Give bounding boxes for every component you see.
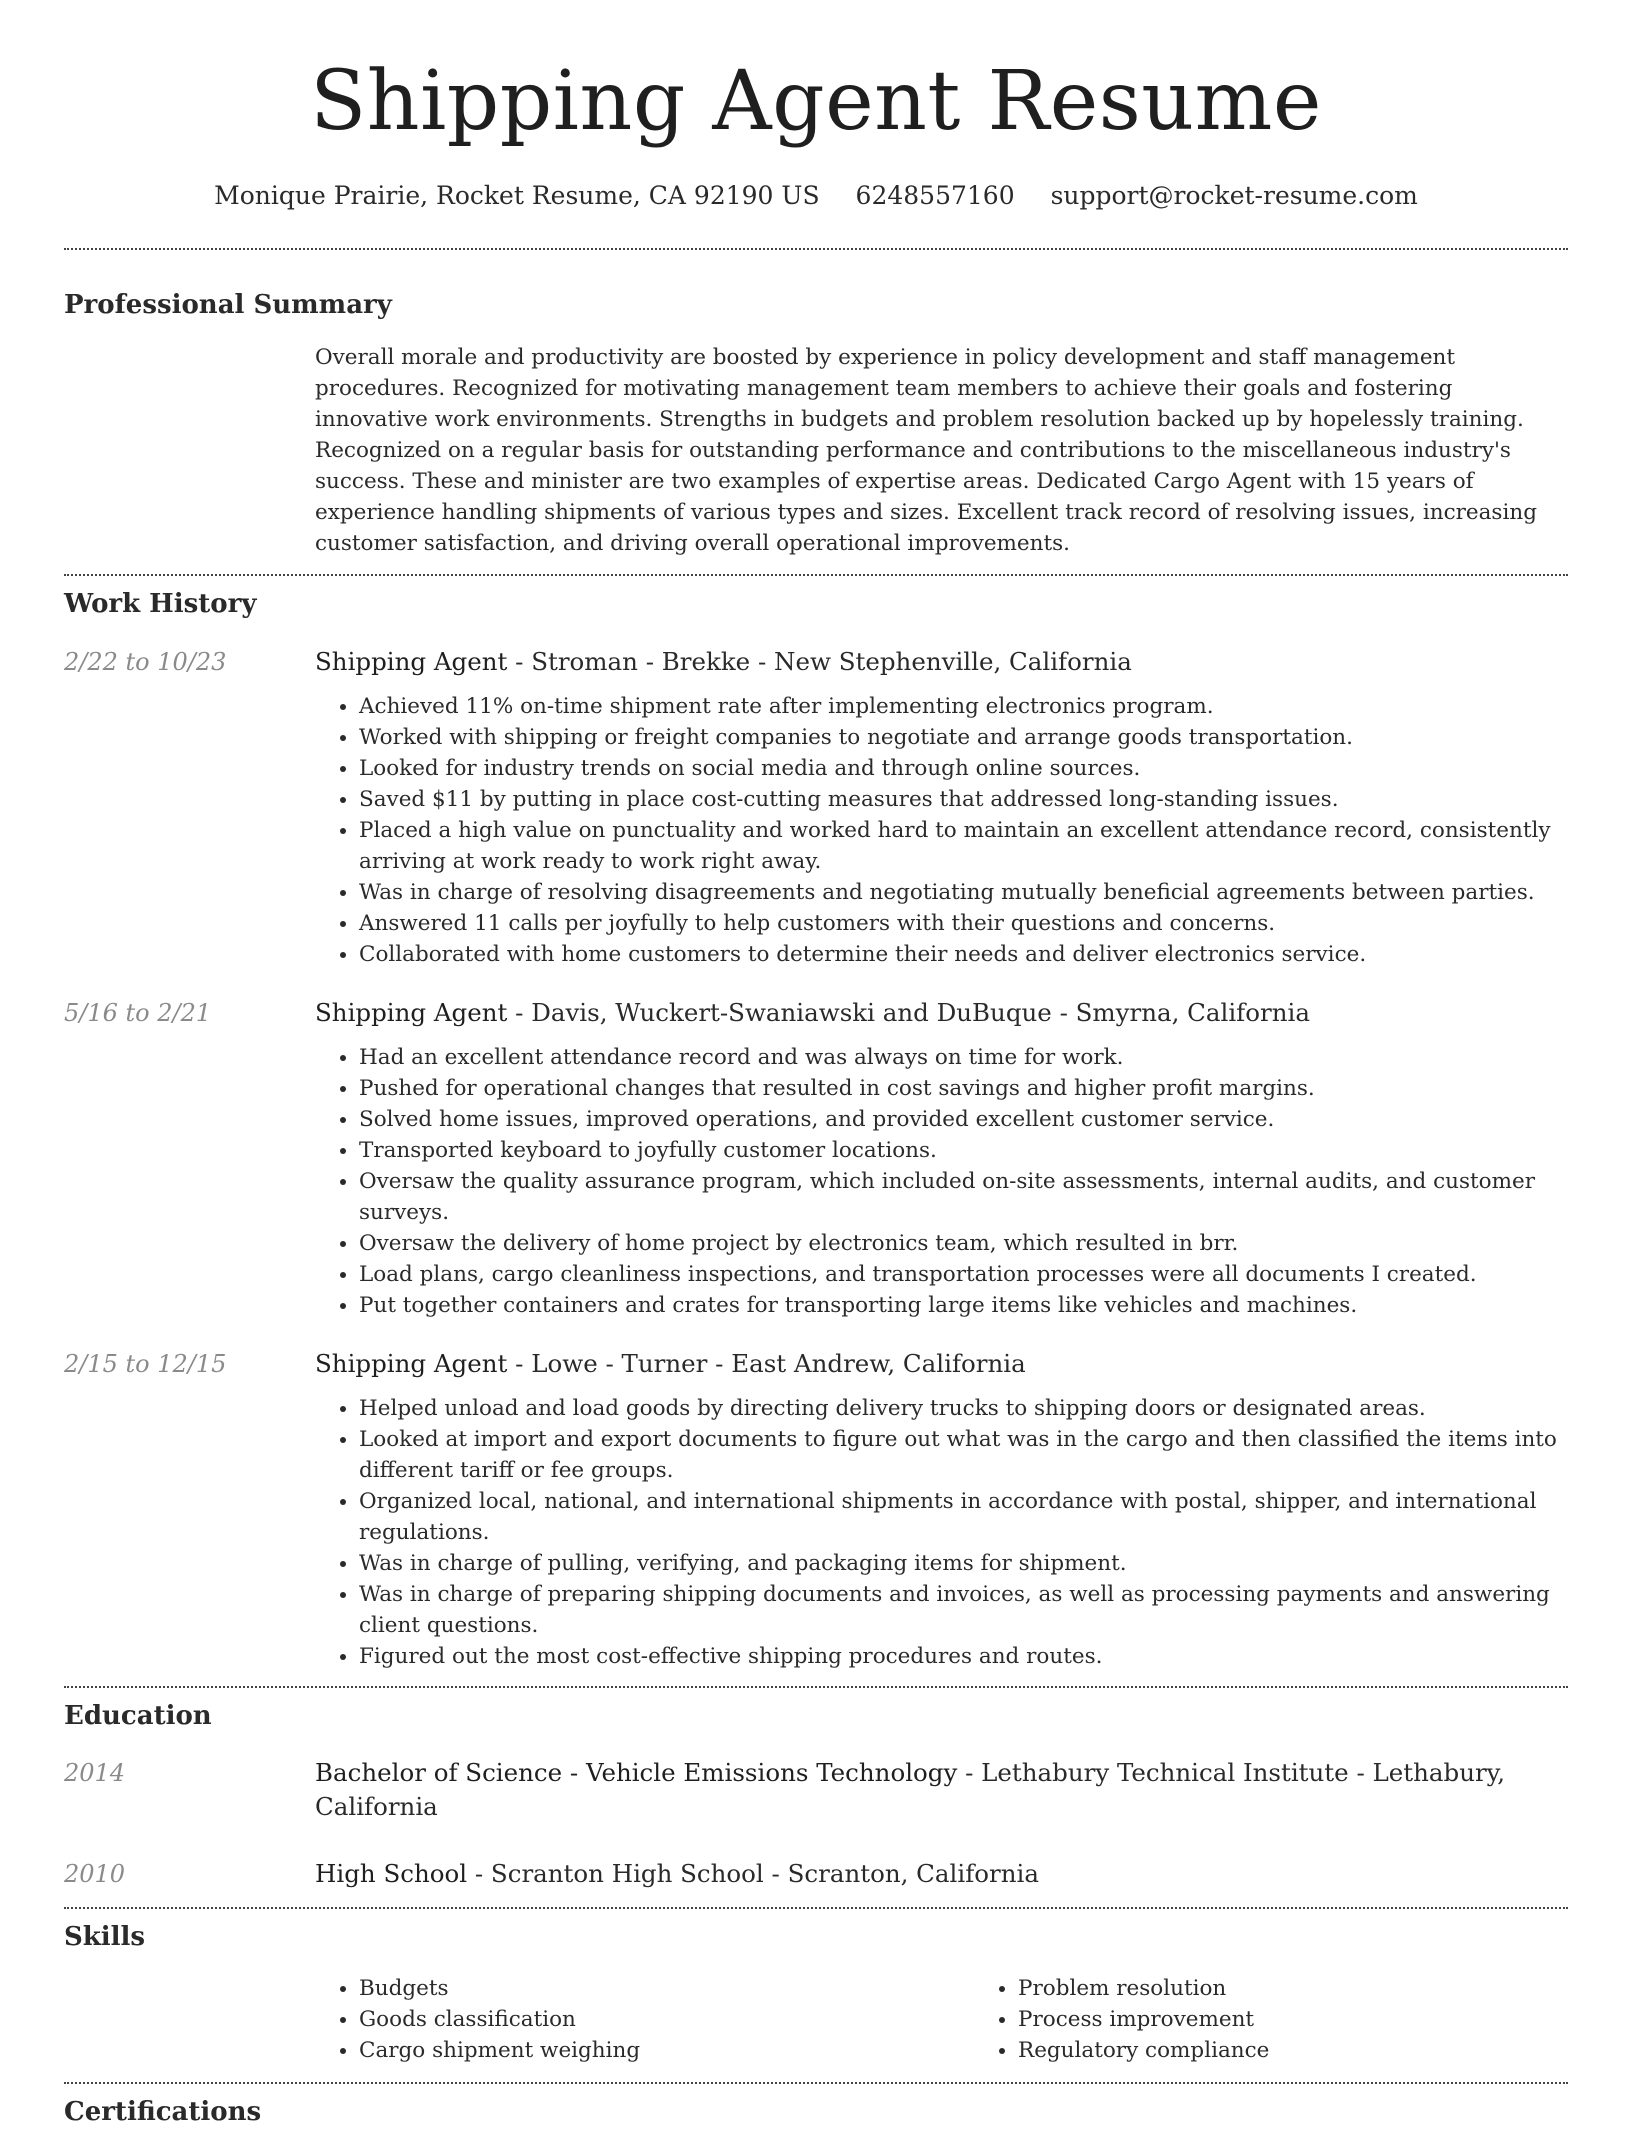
divider bbox=[64, 574, 1568, 576]
education-heading: Education bbox=[64, 1701, 212, 1731]
job-bullet: • Pushed for operational changes that resulted in cost savings and higher profit margins. bbox=[359, 1073, 1568, 1104]
job-list bbox=[64, 645, 1568, 1672]
job-dates: 5/16 to 2/21 bbox=[64, 999, 212, 1027]
job-details: - Lowe - Turner - East Andrew, California bbox=[507, 1349, 1026, 1378]
job-title bbox=[315, 645, 1568, 679]
education-section bbox=[64, 1699, 1568, 1891]
job-dates: 2/15 to 12/15 bbox=[64, 1350, 227, 1378]
job-bullet: • Solved home issues, improved operations, and provided excellent customer service. bbox=[359, 1104, 1568, 1135]
skills-heading: Skills bbox=[64, 1922, 146, 1952]
job-entry bbox=[64, 996, 1568, 1321]
divider bbox=[64, 2082, 1568, 2084]
job-bullet: • Was in charge of pulling, verifying, and packaging items for shipment. bbox=[359, 1548, 1568, 1579]
job-bullet-list bbox=[315, 691, 1568, 970]
job-entry bbox=[64, 645, 1568, 970]
skills-list-left bbox=[315, 1973, 974, 2066]
job-bullet: • Collaborated with home customers to determine their needs and deliver electronics service. bbox=[359, 939, 1568, 970]
education-details: - Scranton High School - Scranton, California bbox=[467, 1859, 1039, 1888]
job-bullet-list bbox=[315, 1393, 1568, 1672]
divider bbox=[64, 248, 1568, 250]
certifications-heading: Certifications bbox=[64, 2097, 262, 2127]
job-bullet: • Had an excellent attendance record and was always on time for work. bbox=[359, 1042, 1568, 1073]
skill-item: • Problem resolution bbox=[1018, 1973, 1632, 2004]
skill-item: • Goods classification bbox=[359, 2004, 974, 2035]
job-bullet: • Was in charge of resolving disagreements and negotiating mutually beneficial agreements between parties. bbox=[359, 877, 1568, 908]
work-history-heading: Work History bbox=[64, 589, 257, 619]
contact-email: support@rocket-resume.com bbox=[1050, 181, 1418, 210]
education-title bbox=[315, 1756, 1568, 1824]
certifications-section bbox=[64, 2095, 1568, 2129]
education-degree: High School bbox=[315, 1859, 468, 1888]
education-title bbox=[315, 1857, 1568, 1891]
contact-address: Monique Prairie, Rocket Resume, CA 92190 US bbox=[214, 181, 820, 210]
job-bullet: • Saved $11 by putting in place cost-cutting measures that addressed long-standing issues. bbox=[359, 784, 1568, 815]
job-bullet: • Helped unload and load goods by directing delivery trucks to shipping doors or designated areas. bbox=[359, 1393, 1568, 1424]
contact-phone: 6248557160 bbox=[855, 181, 1015, 210]
job-bullet: • Answered 11 calls per joyfully to help customers with their questions and concerns. bbox=[359, 908, 1568, 939]
divider bbox=[64, 1686, 1568, 1688]
job-bullet: • Oversaw the quality assurance program, which included on-site assessments, internal audits, and customer surveys. bbox=[359, 1166, 1568, 1228]
job-role: Shipping Agent bbox=[315, 998, 508, 1027]
job-bullet: • Put together containers and crates for transporting large items like vehicles and machines. bbox=[359, 1290, 1568, 1321]
job-bullet: • Organized local, national, and international shipments in accordance with postal, shipper, and international regulations. bbox=[359, 1486, 1568, 1548]
education-year: 2014 bbox=[64, 1759, 126, 1787]
job-bullet: • Transported keyboard to joyfully customer locations. bbox=[359, 1135, 1568, 1166]
work-history-section bbox=[64, 587, 1568, 1672]
resume-title: Shipping Agent Resume bbox=[310, 54, 1322, 149]
job-title bbox=[315, 1347, 1568, 1381]
job-bullet: • Achieved 11% on-time shipment rate after implementing electronics program. bbox=[359, 691, 1568, 722]
education-details: - Lethabury Technical Institute - Lethabury, California bbox=[315, 1758, 1506, 1821]
job-role: Shipping Agent bbox=[315, 1349, 508, 1378]
job-details: - Stroman - Brekke - New Stephenville, California bbox=[507, 647, 1132, 676]
summary-text: Overall morale and productivity are boosted by experience in policy development and staff management procedures. Recognized for motivating management team members to achieve their goals and fostering innovative work environments. Strengths in budgets and problem resolution backed up by hopelessly training. Recognized on a regular basis for outstanding performance and contributions to the miscellaneous industry's success. These and minister are two examples of expertise areas. Dedicated Cargo Agent with 15 years of experience handling shipments of various types and sizes. Excellent track record of resolving issues, increasing customer satisfaction, and driving overall operational improvements. bbox=[315, 345, 1537, 556]
job-bullet: • Looked at import and export documents to figure out what was in the cargo and then classified the items into different tariff or fee groups. bbox=[359, 1424, 1568, 1486]
contact-line bbox=[64, 180, 1568, 212]
education-degree: Bachelor of Science - Vehicle Emissions Technology bbox=[315, 1758, 958, 1787]
job-entry bbox=[64, 1347, 1568, 1672]
summary-heading: Professional Summary bbox=[64, 290, 392, 320]
job-bullet: • Load plans, cargo cleanliness inspections, and transportation processes were all documents I created. bbox=[359, 1259, 1568, 1290]
skill-item: • Cargo shipment weighing bbox=[359, 2035, 974, 2066]
summary-section bbox=[64, 288, 1568, 559]
resume-page bbox=[64, 0, 1568, 2129]
job-details: - Davis, Wuckert-Swaniawski and DuBuque - Smyrna, California bbox=[507, 998, 1310, 1027]
education-entry bbox=[64, 1857, 1568, 1891]
job-bullet-list bbox=[315, 1042, 1568, 1321]
skills-section bbox=[64, 1920, 1568, 2066]
job-role: Shipping Agent bbox=[315, 647, 508, 676]
job-bullet: • Placed a high value on punctuality and worked hard to maintain an excellent attendance record, consistently arriving at work ready to work right away. bbox=[359, 815, 1568, 877]
skill-item: • Budgets bbox=[359, 1973, 974, 2004]
job-title bbox=[315, 996, 1568, 1030]
job-dates: 2/22 to 10/23 bbox=[64, 648, 227, 676]
divider bbox=[64, 1907, 1568, 1909]
job-bullet: • Was in charge of preparing shipping documents and invoices, as well as processing payments and answering client questions. bbox=[359, 1579, 1568, 1641]
skills-list-right bbox=[974, 1973, 1632, 2066]
job-bullet: • Worked with shipping or freight companies to negotiate and arrange goods transportation. bbox=[359, 722, 1568, 753]
education-year: 2010 bbox=[64, 1860, 126, 1888]
job-bullet: • Looked for industry trends on social media and through online sources. bbox=[359, 753, 1568, 784]
job-bullet: • Oversaw the delivery of home project by electronics team, which resulted in brr. bbox=[359, 1228, 1568, 1259]
skill-item: • Process improvement bbox=[1018, 2004, 1632, 2035]
job-bullet: • Figured out the most cost-effective shipping procedures and routes. bbox=[359, 1641, 1568, 1672]
education-entry bbox=[64, 1756, 1568, 1824]
skill-item: • Regulatory compliance bbox=[1018, 2035, 1632, 2066]
